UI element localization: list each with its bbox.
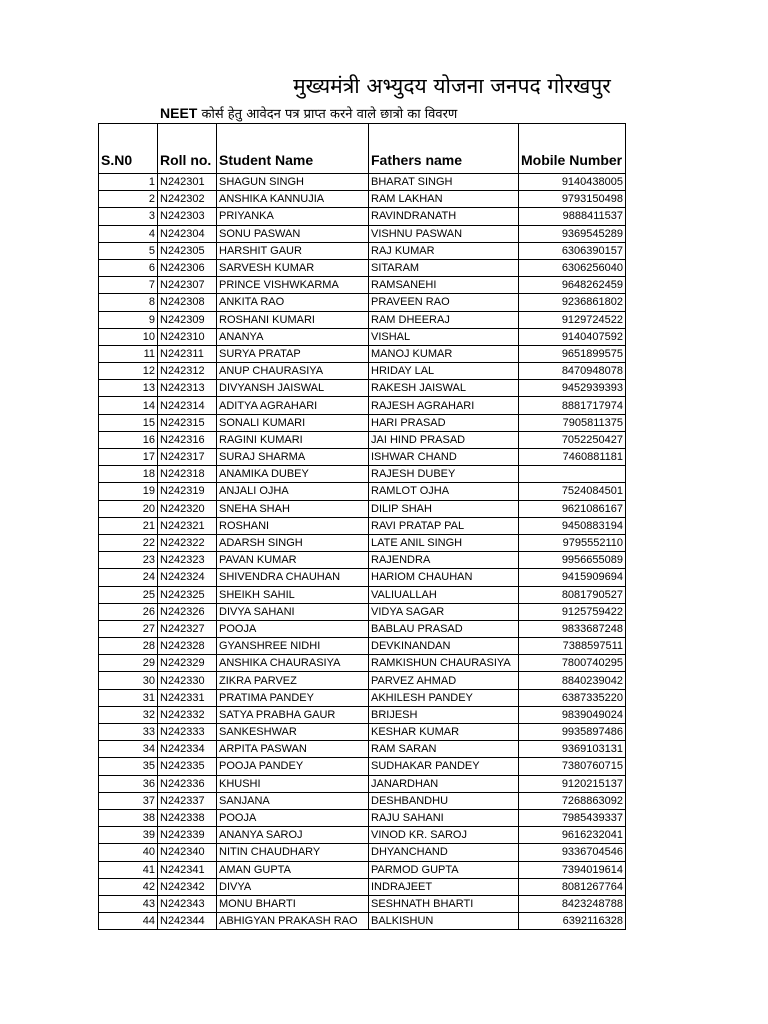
table-row xyxy=(99,294,626,311)
cell-sno: 30 xyxy=(99,672,158,689)
cell-fathers-name: SUDHAKAR PANDEY xyxy=(369,758,519,775)
cell-student-name: ROSHANI xyxy=(217,517,369,534)
cell-fathers-name: RAJENDRA xyxy=(369,552,519,569)
subtitle-course: NEET xyxy=(160,105,198,121)
cell-student-name: DIVYANSH JAISWAL xyxy=(217,380,369,397)
cell-student-name: AMAN GUPTA xyxy=(217,861,369,878)
cell-mobile: 9415909694 xyxy=(519,569,626,586)
cell-roll-no: N242311 xyxy=(158,345,217,362)
cell-sno: 14 xyxy=(99,397,158,414)
cell-roll-no: N242332 xyxy=(158,706,217,723)
table-row xyxy=(99,620,626,637)
cell-student-name: MONU BHARTI xyxy=(217,895,369,912)
cell-fathers-name: AKHILESH PANDEY xyxy=(369,689,519,706)
cell-sno: 17 xyxy=(99,449,158,466)
table-row xyxy=(99,449,626,466)
cell-student-name: KHUSHI xyxy=(217,775,369,792)
table-row xyxy=(99,380,626,397)
cell-sno: 13 xyxy=(99,380,158,397)
cell-student-name: SATYA PRABHA GAUR xyxy=(217,706,369,723)
cell-roll-no: N242321 xyxy=(158,517,217,534)
cell-student-name: ANJALI OJHA xyxy=(217,483,369,500)
cell-sno: 8 xyxy=(99,294,158,311)
cell-fathers-name: INDRAJEET xyxy=(369,878,519,895)
table-row xyxy=(99,363,626,380)
cell-fathers-name: RAVI PRATAP PAL xyxy=(369,517,519,534)
table-row xyxy=(99,724,626,741)
cell-roll-no: N242341 xyxy=(158,861,217,878)
cell-sno: 40 xyxy=(99,844,158,861)
table-row xyxy=(99,895,626,912)
cell-fathers-name: BABLAU PRASAD xyxy=(369,620,519,637)
table-row xyxy=(99,792,626,809)
cell-student-name: PAVAN KUMAR xyxy=(217,552,369,569)
cell-mobile: 9793150498 xyxy=(519,191,626,208)
cell-mobile: 9236861802 xyxy=(519,294,626,311)
table-row xyxy=(99,431,626,448)
header-mobile-number: Mobile Number xyxy=(519,124,626,174)
cell-roll-no: N242343 xyxy=(158,895,217,912)
cell-sno: 39 xyxy=(99,827,158,844)
cell-roll-no: N242340 xyxy=(158,844,217,861)
cell-fathers-name: VIDYA SAGAR xyxy=(369,603,519,620)
cell-sno: 12 xyxy=(99,363,158,380)
cell-roll-no: N242301 xyxy=(158,174,217,191)
cell-student-name: SHIVENDRA CHAUHAN xyxy=(217,569,369,586)
cell-sno: 16 xyxy=(99,431,158,448)
cell-student-name: SARVESH KUMAR xyxy=(217,259,369,276)
cell-fathers-name: VISHAL xyxy=(369,328,519,345)
table-row xyxy=(99,397,626,414)
cell-fathers-name: LATE ANIL SINGH xyxy=(369,534,519,551)
cell-student-name: SNEHA SHAH xyxy=(217,500,369,517)
cell-roll-no: N242330 xyxy=(158,672,217,689)
cell-fathers-name: MANOJ KUMAR xyxy=(369,345,519,362)
cell-mobile: 7460881181 xyxy=(519,449,626,466)
page-subtitle xyxy=(160,104,457,124)
cell-fathers-name: VALIUALLAH xyxy=(369,586,519,603)
cell-mobile: 9795552110 xyxy=(519,534,626,551)
cell-student-name: GYANSHREE NIDHI xyxy=(217,638,369,655)
cell-mobile: 7394019614 xyxy=(519,861,626,878)
cell-mobile: 6306390157 xyxy=(519,242,626,259)
cell-mobile: 9140438005 xyxy=(519,174,626,191)
cell-mobile: 9833687248 xyxy=(519,620,626,637)
cell-roll-no: N242337 xyxy=(158,792,217,809)
cell-fathers-name: JAI HIND PRASAD xyxy=(369,431,519,448)
table-row xyxy=(99,603,626,620)
cell-student-name: SURYA PRATAP xyxy=(217,345,369,362)
cell-sno: 31 xyxy=(99,689,158,706)
cell-mobile: 9888411537 xyxy=(519,208,626,225)
cell-mobile: 9651899575 xyxy=(519,345,626,362)
cell-mobile: 9648262459 xyxy=(519,277,626,294)
cell-fathers-name: DILIP SHAH xyxy=(369,500,519,517)
cell-roll-no: N242338 xyxy=(158,809,217,826)
cell-roll-no: N242324 xyxy=(158,569,217,586)
cell-fathers-name: HARIOM CHAUHAN xyxy=(369,569,519,586)
cell-sno: 37 xyxy=(99,792,158,809)
cell-mobile: 6306256040 xyxy=(519,259,626,276)
cell-fathers-name: DESHBANDHU xyxy=(369,792,519,809)
cell-fathers-name: RAJU SAHANI xyxy=(369,809,519,826)
cell-sno: 9 xyxy=(99,311,158,328)
cell-roll-no: N242334 xyxy=(158,741,217,758)
cell-student-name: DIVYA SAHANI xyxy=(217,603,369,620)
table-row xyxy=(99,672,626,689)
cell-student-name: HARSHIT GAUR xyxy=(217,242,369,259)
cell-roll-no: N242313 xyxy=(158,380,217,397)
cell-roll-no: N242326 xyxy=(158,603,217,620)
table-row xyxy=(99,328,626,345)
subtitle-text: कोर्स हेतु आवेदन पत्र प्राप्त करने वाले छात्रो का विवरण xyxy=(197,107,458,122)
cell-roll-no: N242339 xyxy=(158,827,217,844)
cell-roll-no: N242317 xyxy=(158,449,217,466)
cell-sno: 34 xyxy=(99,741,158,758)
cell-student-name: PRATIMA PANDEY xyxy=(217,689,369,706)
cell-mobile: 7905811375 xyxy=(519,414,626,431)
cell-mobile: 9369103131 xyxy=(519,741,626,758)
cell-student-name: SONALI KUMARI xyxy=(217,414,369,431)
cell-mobile: 9956655089 xyxy=(519,552,626,569)
cell-mobile: 7985439337 xyxy=(519,809,626,826)
cell-mobile: 8081267764 xyxy=(519,878,626,895)
cell-mobile: 9120215137 xyxy=(519,775,626,792)
cell-roll-no: N242304 xyxy=(158,225,217,242)
cell-roll-no: N242310 xyxy=(158,328,217,345)
cell-roll-no: N242305 xyxy=(158,242,217,259)
table-row xyxy=(99,913,626,930)
cell-fathers-name: RAVINDRANATH xyxy=(369,208,519,225)
cell-fathers-name: RAMKISHUN CHAURASIYA xyxy=(369,655,519,672)
table-row xyxy=(99,689,626,706)
cell-mobile: 6387335220 xyxy=(519,689,626,706)
header-sno: S.N0 xyxy=(99,124,158,174)
cell-sno: 36 xyxy=(99,775,158,792)
cell-sno: 28 xyxy=(99,638,158,655)
cell-fathers-name: RAJESH AGRAHARI xyxy=(369,397,519,414)
cell-roll-no: N242314 xyxy=(158,397,217,414)
cell-sno: 20 xyxy=(99,500,158,517)
cell-sno: 1 xyxy=(99,174,158,191)
cell-student-name: SANJANA xyxy=(217,792,369,809)
table-row xyxy=(99,552,626,569)
cell-fathers-name: RAKESH JAISWAL xyxy=(369,380,519,397)
cell-roll-no: N242344 xyxy=(158,913,217,930)
cell-student-name: ANSHIKA KANNUJIA xyxy=(217,191,369,208)
cell-sno: 5 xyxy=(99,242,158,259)
cell-sno: 6 xyxy=(99,259,158,276)
cell-student-name: ANUP CHAURASIYA xyxy=(217,363,369,380)
table-row xyxy=(99,259,626,276)
cell-mobile: 9839049024 xyxy=(519,706,626,723)
cell-roll-no: N242336 xyxy=(158,775,217,792)
cell-mobile: 9125759422 xyxy=(519,603,626,620)
table-header-row xyxy=(99,124,626,174)
cell-student-name: ARPITA PASWAN xyxy=(217,741,369,758)
table-row xyxy=(99,517,626,534)
cell-sno: 15 xyxy=(99,414,158,431)
cell-sno: 18 xyxy=(99,466,158,483)
cell-fathers-name: VINOD KR. SAROJ xyxy=(369,827,519,844)
cell-sno: 44 xyxy=(99,913,158,930)
cell-sno: 23 xyxy=(99,552,158,569)
cell-fathers-name: PARVEZ AHMAD xyxy=(369,672,519,689)
cell-mobile: 8881717974 xyxy=(519,397,626,414)
cell-sno: 7 xyxy=(99,277,158,294)
cell-student-name: SONU PASWAN xyxy=(217,225,369,242)
cell-mobile: 7380760715 xyxy=(519,758,626,775)
cell-mobile: 9452939393 xyxy=(519,380,626,397)
cell-mobile: 9450883194 xyxy=(519,517,626,534)
table-row xyxy=(99,208,626,225)
cell-fathers-name: RAM DHEERAJ xyxy=(369,311,519,328)
cell-roll-no: N242335 xyxy=(158,758,217,775)
cell-fathers-name: VISHNU PASWAN xyxy=(369,225,519,242)
cell-student-name: ANAMIKA DUBEY xyxy=(217,466,369,483)
cell-fathers-name: PRAVEEN RAO xyxy=(369,294,519,311)
table-row xyxy=(99,586,626,603)
cell-mobile: 9616232041 xyxy=(519,827,626,844)
cell-roll-no: N242322 xyxy=(158,534,217,551)
cell-mobile: 9621086167 xyxy=(519,500,626,517)
cell-fathers-name: DEVKINANDAN xyxy=(369,638,519,655)
cell-sno: 43 xyxy=(99,895,158,912)
table-row xyxy=(99,191,626,208)
cell-fathers-name: RAM SARAN xyxy=(369,741,519,758)
cell-roll-no: N242329 xyxy=(158,655,217,672)
cell-mobile: 9129724522 xyxy=(519,311,626,328)
cell-sno: 26 xyxy=(99,603,158,620)
cell-student-name: RAGINI KUMARI xyxy=(217,431,369,448)
cell-student-name: PRIYANKA xyxy=(217,208,369,225)
cell-student-name: POOJA xyxy=(217,809,369,826)
cell-sno: 35 xyxy=(99,758,158,775)
cell-student-name: ZIKRA PARVEZ xyxy=(217,672,369,689)
cell-student-name: NITIN CHAUDHARY xyxy=(217,844,369,861)
cell-student-name: SURAJ SHARMA xyxy=(217,449,369,466)
cell-roll-no: N242307 xyxy=(158,277,217,294)
cell-sno: 32 xyxy=(99,706,158,723)
table-row xyxy=(99,861,626,878)
cell-fathers-name: ISHWAR CHAND xyxy=(369,449,519,466)
cell-student-name: SHAGUN SINGH xyxy=(217,174,369,191)
cell-roll-no: N242331 xyxy=(158,689,217,706)
cell-mobile: 8840239042 xyxy=(519,672,626,689)
table-row xyxy=(99,844,626,861)
cell-mobile: 7268863092 xyxy=(519,792,626,809)
cell-fathers-name: RAJESH DUBEY xyxy=(369,466,519,483)
table-row xyxy=(99,500,626,517)
table-row xyxy=(99,878,626,895)
table-row xyxy=(99,758,626,775)
cell-sno: 10 xyxy=(99,328,158,345)
table-row xyxy=(99,483,626,500)
cell-sno: 27 xyxy=(99,620,158,637)
cell-sno: 22 xyxy=(99,534,158,551)
cell-roll-no: N242327 xyxy=(158,620,217,637)
cell-mobile: 8470948078 xyxy=(519,363,626,380)
cell-mobile xyxy=(519,466,626,483)
cell-sno: 42 xyxy=(99,878,158,895)
cell-mobile: 7388597511 xyxy=(519,638,626,655)
cell-fathers-name: BRIJESH xyxy=(369,706,519,723)
cell-roll-no: N242320 xyxy=(158,500,217,517)
cell-fathers-name: BHARAT SINGH xyxy=(369,174,519,191)
table-row xyxy=(99,345,626,362)
table-row xyxy=(99,638,626,655)
cell-sno: 4 xyxy=(99,225,158,242)
cell-roll-no: N242333 xyxy=(158,724,217,741)
cell-mobile: 9140407592 xyxy=(519,328,626,345)
table-row xyxy=(99,225,626,242)
cell-student-name: ANANYA SAROJ xyxy=(217,827,369,844)
cell-mobile: 9935897486 xyxy=(519,724,626,741)
cell-fathers-name: RAM LAKHAN xyxy=(369,191,519,208)
table-row xyxy=(99,242,626,259)
cell-fathers-name: HRIDAY LAL xyxy=(369,363,519,380)
cell-sno: 25 xyxy=(99,586,158,603)
cell-student-name: ROSHANI KUMARI xyxy=(217,311,369,328)
cell-sno: 38 xyxy=(99,809,158,826)
cell-fathers-name: JANARDHAN xyxy=(369,775,519,792)
cell-mobile: 9369545289 xyxy=(519,225,626,242)
cell-fathers-name: SESHNATH BHARTI xyxy=(369,895,519,912)
cell-student-name: POOJA xyxy=(217,620,369,637)
table-row xyxy=(99,277,626,294)
table-row xyxy=(99,466,626,483)
cell-student-name: DIVYA xyxy=(217,878,369,895)
cell-roll-no: N242308 xyxy=(158,294,217,311)
cell-roll-no: N242316 xyxy=(158,431,217,448)
table-row xyxy=(99,414,626,431)
cell-student-name: ANANYA xyxy=(217,328,369,345)
cell-sno: 11 xyxy=(99,345,158,362)
table-row xyxy=(99,775,626,792)
table-row xyxy=(99,741,626,758)
cell-roll-no: N242302 xyxy=(158,191,217,208)
cell-roll-no: N242323 xyxy=(158,552,217,569)
cell-student-name: SANKESHWAR xyxy=(217,724,369,741)
table-row xyxy=(99,174,626,191)
cell-fathers-name: SITARAM xyxy=(369,259,519,276)
cell-sno: 24 xyxy=(99,569,158,586)
cell-fathers-name: RAMLOT OJHA xyxy=(369,483,519,500)
cell-fathers-name: HARI PRASAD xyxy=(369,414,519,431)
cell-sno: 29 xyxy=(99,655,158,672)
cell-student-name: ABHIGYAN PRAKASH RAO xyxy=(217,913,369,930)
table-row xyxy=(99,311,626,328)
cell-mobile: 6392116328 xyxy=(519,913,626,930)
header-roll-no: Roll no. xyxy=(158,124,217,174)
table-row xyxy=(99,655,626,672)
cell-fathers-name: KESHAR KUMAR xyxy=(369,724,519,741)
cell-student-name: ADARSH SINGH xyxy=(217,534,369,551)
cell-student-name: POOJA PANDEY xyxy=(217,758,369,775)
cell-fathers-name: RAMSANEHI xyxy=(369,277,519,294)
cell-mobile: 7800740295 xyxy=(519,655,626,672)
cell-roll-no: N242319 xyxy=(158,483,217,500)
cell-fathers-name: RAJ KUMAR xyxy=(369,242,519,259)
cell-mobile: 7052250427 xyxy=(519,431,626,448)
cell-mobile: 8081790527 xyxy=(519,586,626,603)
cell-mobile: 9336704546 xyxy=(519,844,626,861)
cell-roll-no: N242342 xyxy=(158,878,217,895)
cell-fathers-name: DHYANCHAND xyxy=(369,844,519,861)
cell-student-name: SHEIKH SAHIL xyxy=(217,586,369,603)
cell-student-name: ANSHIKA CHAURASIYA xyxy=(217,655,369,672)
cell-roll-no: N242306 xyxy=(158,259,217,276)
student-table xyxy=(98,123,626,930)
cell-mobile: 8423248788 xyxy=(519,895,626,912)
cell-sno: 41 xyxy=(99,861,158,878)
cell-fathers-name: PARMOD GUPTA xyxy=(369,861,519,878)
cell-roll-no: N242303 xyxy=(158,208,217,225)
cell-sno: 3 xyxy=(99,208,158,225)
cell-fathers-name: BALKISHUN xyxy=(369,913,519,930)
table-row xyxy=(99,706,626,723)
table-row xyxy=(99,809,626,826)
cell-sno: 33 xyxy=(99,724,158,741)
cell-student-name: ANKITA RAO xyxy=(217,294,369,311)
table-row xyxy=(99,569,626,586)
header-student-name: Student Name xyxy=(217,124,369,174)
cell-sno: 19 xyxy=(99,483,158,500)
cell-roll-no: N242312 xyxy=(158,363,217,380)
table-row xyxy=(99,827,626,844)
table-body xyxy=(99,174,626,930)
table-row xyxy=(99,534,626,551)
cell-student-name: ADITYA AGRAHARI xyxy=(217,397,369,414)
cell-sno: 21 xyxy=(99,517,158,534)
cell-sno: 2 xyxy=(99,191,158,208)
header-fathers-name: Fathers name xyxy=(369,124,519,174)
cell-roll-no: N242309 xyxy=(158,311,217,328)
page-title: मुख्यमंत्री अभ्युदय योजना जनपद गोरखपुर xyxy=(293,74,611,98)
cell-student-name: PRINCE VISHWKARMA xyxy=(217,277,369,294)
cell-roll-no: N242325 xyxy=(158,586,217,603)
cell-mobile: 7524084501 xyxy=(519,483,626,500)
cell-roll-no: N242318 xyxy=(158,466,217,483)
cell-roll-no: N242328 xyxy=(158,638,217,655)
cell-roll-no: N242315 xyxy=(158,414,217,431)
